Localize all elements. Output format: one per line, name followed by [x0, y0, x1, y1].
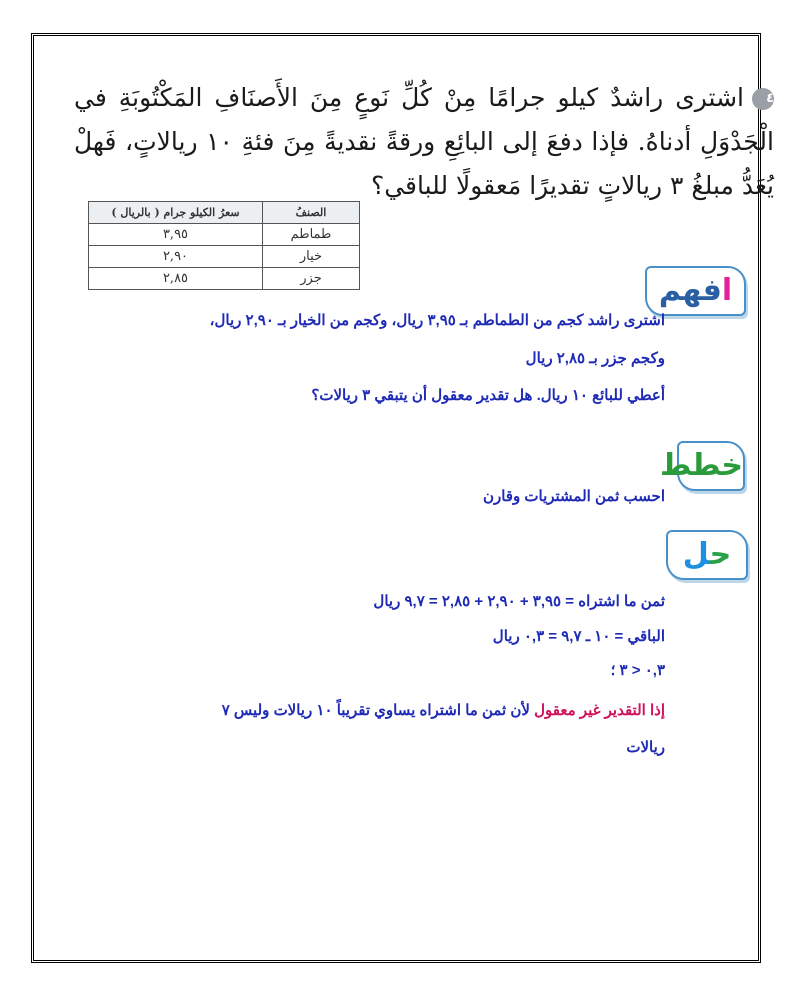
plan-line-1: احسب ثمن المشتريات وقارن	[482, 488, 665, 505]
cell-item: جزر	[263, 268, 360, 290]
cell-price: ٣,٩٥	[89, 224, 263, 246]
conclusion-highlight: إذا التقدير غير معقول	[534, 702, 665, 719]
solve-line-3: ٠,٣ < ٣ ؛	[610, 662, 665, 679]
cell-price: ٢,٨٥	[89, 268, 263, 290]
understand-line-2: وكجم جزر بـ ٢,٨٥ ريال	[525, 350, 665, 367]
table-row	[89, 268, 360, 290]
solve-line-1: ثمن ما اشتراه = ٣,٩٥ + ٢,٩٠ + ٢,٨٥ = ٩,٧ ريال	[373, 593, 665, 610]
header-item: الصنفُ	[263, 202, 360, 224]
understand-line-1: اشترى راشد كجم من الطماطم بـ ٣,٩٥ ريال، وكجم من الخيار بـ ٢,٩٠ ريال،	[209, 312, 665, 329]
solve-section-icon	[666, 530, 748, 580]
solve-accent-letter: ح	[709, 537, 732, 572]
cell-item: طماطم	[263, 224, 360, 246]
price-table-wrapper	[88, 201, 360, 290]
solve-label: ل	[682, 537, 710, 572]
cell-item: خيار	[263, 246, 360, 268]
table-row	[89, 246, 360, 268]
header-price: سعرُ الكيلو جرام ( بالريال )	[89, 202, 263, 224]
cell-price: ٢,٩٠	[89, 246, 263, 268]
table-row	[89, 224, 360, 246]
solve-line-5: ريالات	[626, 739, 665, 756]
question-body: اشترى راشدٌ كيلو جرامًا مِنْ كُلِّ نَوعٍ مِنَ الأَصنَافِ المَكْتُوبَةِ في الْجَدْوَلِ أدناهُ. فإذا دفعَ إلى البائِعِ ورقةً نقديةً مِنَ فئةِ ١٠ ريالاتٍ، فَهلْ يُعَدُّ مبلغُ ٣ ريالاتٍ تقديرًا مَعقولًا للباقي؟	[74, 83, 774, 200]
question-number-badge: ٤	[752, 88, 774, 110]
understand-line-3: أعطي للبائع ١٠ ريال. هل تقدير معقول أن يتبقي ٣ ريالات؟	[311, 387, 665, 404]
understand-label: فهم	[658, 273, 722, 308]
question-text	[74, 76, 774, 208]
solve-line-2: الباقي = ١٠ ـ ٩,٧ = ٠,٣ ريال	[492, 628, 665, 645]
understand-accent-letter: ا	[721, 273, 733, 308]
price-table	[88, 201, 360, 290]
understand-section-icon	[645, 266, 746, 316]
page-frame	[31, 33, 774, 963]
conclusion-rest: لأن ثمن ما اشتراه يساوي تقريباً ١٠ ريالات وليس ٧	[221, 702, 535, 719]
plan-section-icon	[660, 441, 745, 491]
table-header-row	[89, 202, 360, 224]
solve-line-4	[25, 701, 665, 719]
plan-label: خطط	[660, 448, 743, 483]
